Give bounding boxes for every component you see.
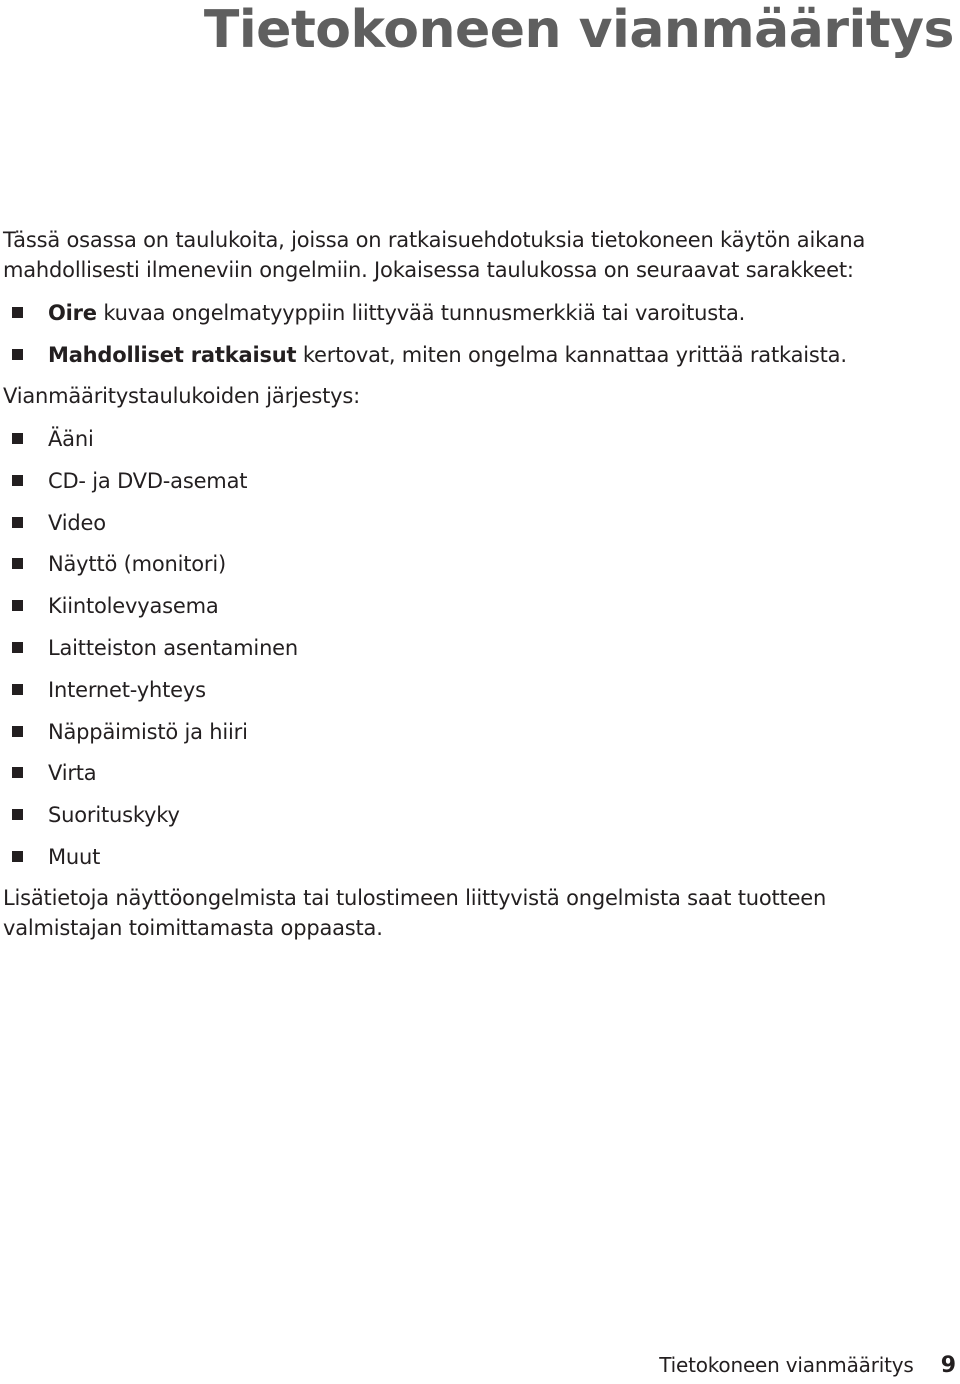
list-item-label: Video <box>48 510 106 535</box>
list-item-label: CD- ja DVD-asemat <box>48 468 248 493</box>
list-item <box>3 633 298 675</box>
list-item-label: Näppäimistö ja hiiri <box>48 719 248 744</box>
list-item-label: Muut <box>48 844 101 869</box>
square-bullet-icon <box>12 642 23 653</box>
list-item <box>3 675 298 717</box>
list-item-label: Suorituskyky <box>48 803 180 828</box>
list-item <box>3 591 298 633</box>
square-bullet-icon <box>12 558 23 569</box>
table-order-list <box>3 424 298 884</box>
square-bullet-icon <box>12 307 23 318</box>
list-item-label: Ääni <box>48 427 94 451</box>
footer-section-title: Tietokoneen vianmääritys <box>659 1353 914 1377</box>
list-item-label: Kiintolevyasema <box>48 594 219 619</box>
square-bullet-icon <box>12 684 23 695</box>
square-bullet-icon <box>12 726 23 737</box>
description-possible-solutions: kertovat, miten ongelma kannattaa yrittää ratkaista. <box>296 342 847 367</box>
more-info-note: Lisätietoja näyttöongelmista tai tulostimeen liittyvistä ongelmista saat tuotteen valmistajan toimittamasta oppaasta. <box>3 886 827 940</box>
square-bullet-icon <box>12 600 23 611</box>
page-footer <box>659 1350 956 1384</box>
list-item <box>3 800 298 842</box>
list-item <box>3 717 298 759</box>
list-item <box>3 842 298 884</box>
list-item <box>3 424 298 466</box>
column-description-list <box>3 298 847 382</box>
square-bullet-icon <box>12 517 23 528</box>
page-number: 9 <box>940 1353 956 1378</box>
table-order-heading: Vianmääritystaulukoiden järjestys: <box>3 384 360 408</box>
list-item-label: Laitteiston asentaminen <box>48 635 299 660</box>
list-item <box>3 549 298 591</box>
square-bullet-icon <box>12 433 23 444</box>
square-bullet-icon <box>12 809 23 820</box>
list-item <box>3 466 298 508</box>
list-item <box>3 758 298 800</box>
list-item-label: Näyttö (monitori) <box>48 552 226 577</box>
square-bullet-icon <box>12 349 23 360</box>
list-item <box>3 508 298 550</box>
list-item-label: Internet-yhteys <box>48 677 206 702</box>
list-item-possible-solutions <box>3 340 847 382</box>
page-title: Tietokoneen vianmääritys <box>203 0 954 60</box>
square-bullet-icon <box>12 851 23 862</box>
list-item-symptom <box>3 298 847 340</box>
description-symptom: kuvaa ongelmatyyppiin liittyvää tunnusmerkkiä tai varoitusta. <box>96 301 746 325</box>
square-bullet-icon <box>12 475 23 486</box>
term-symptom: Oire <box>48 301 97 325</box>
list-item-label: Virta <box>48 761 97 786</box>
square-bullet-icon <box>12 767 23 778</box>
term-possible-solutions: Mahdolliset ratkaisut <box>48 342 297 367</box>
intro-paragraph: Tässä osassa on taulukoita, joissa on ratkaisuehdotuksia tietokoneen käytön aikana mahdollisesti ilmeneviin ongelmiin. Jokaisessa taulukossa on seuraavat sarakkeet: <box>3 228 866 282</box>
